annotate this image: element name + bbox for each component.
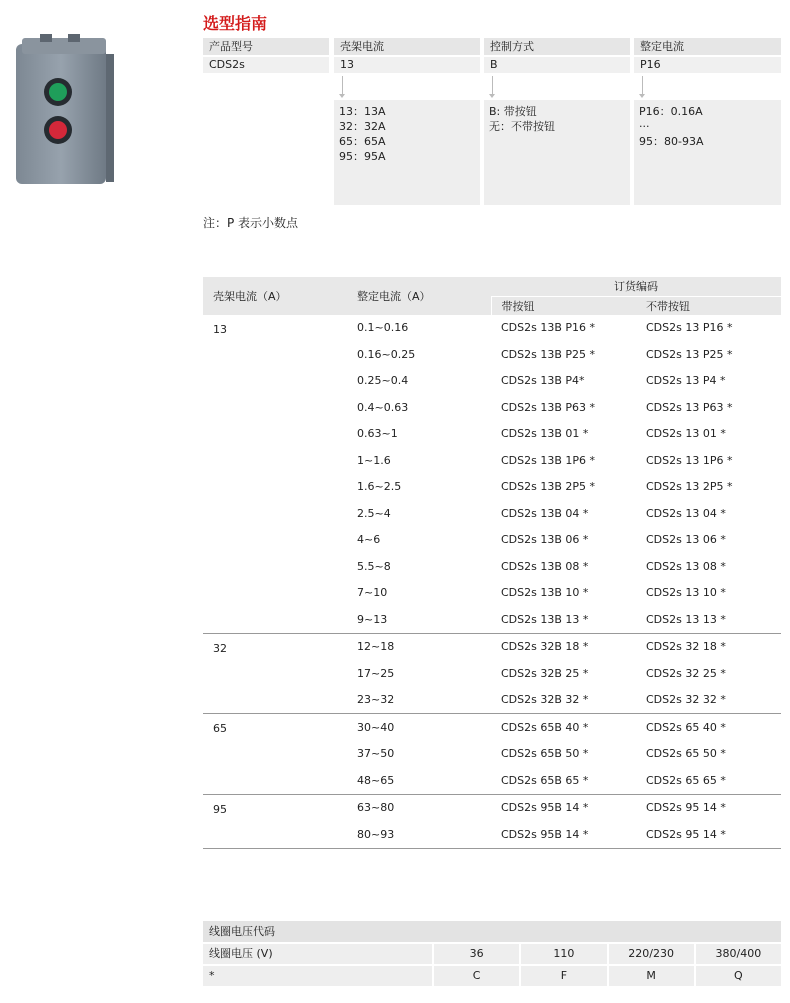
order-code-with-button: CDS2s 65B 50 * (501, 747, 589, 761)
coil-code-label: * (203, 966, 432, 986)
order-code-with-button: CDS2s 13B 10 * (501, 586, 589, 600)
order-code-with-button: CDS2s 13B 04 * (501, 506, 589, 520)
guide-value: CDS2s (203, 57, 329, 73)
order-code-without-button: CDS2s 32 32 * (636, 687, 781, 714)
frame-current-cell: 65 (203, 714, 347, 795)
order-code-without-button: CDS2s 13 2P5 * (646, 480, 733, 494)
guide-note: 注：P 表示小数点 (203, 216, 299, 230)
down-arrow-icon (342, 76, 343, 94)
order-code-with-button: CDS2s 32B 32 * (491, 687, 636, 714)
guide-header: 控制方式 (484, 38, 630, 55)
order-table-body (203, 315, 781, 849)
setting-current-cell: 23~32 (347, 687, 491, 714)
order-code-with-button: CDS2s 13B 01 * (501, 427, 589, 441)
coil-title: 线圈电压代码 (203, 921, 781, 942)
order-code-without-button: CDS2s 65 65 * (636, 767, 781, 794)
guide-header: 产品型号 (203, 38, 329, 55)
order-code-without-button: CDS2s 95 14 * (646, 801, 726, 815)
setting-current-cell: 1.6~2.5 (357, 480, 402, 494)
setting-current-cell: 4~6 (357, 533, 381, 547)
order-code-without-button: CDS2s 13 1P6 * (646, 453, 733, 467)
guide-header: 整定电流 (634, 38, 781, 55)
setting-current-cell: 1~1.6 (357, 453, 391, 467)
table-row (203, 794, 781, 821)
coil-voltage-label: 线圈电压 (V) (203, 944, 432, 964)
order-code-without-button: CDS2s 95 14 * (636, 821, 781, 848)
coil-code-value: F (521, 966, 606, 986)
setting-current-cell: 30~40 (357, 720, 395, 734)
order-code-with-button: CDS2s 65B 40 * (501, 720, 589, 734)
setting-current-cell: 9~13 (347, 606, 491, 633)
order-code-with-button: CDS2s 13B 08 * (501, 559, 589, 573)
order-code-without-button: CDS2s 13 04 * (646, 506, 726, 520)
down-arrow-icon (642, 76, 643, 94)
order-code-without-button: CDS2s 65 40 * (646, 720, 726, 734)
product-image (14, 34, 118, 186)
setting-current-cell: 5.5~8 (357, 559, 391, 573)
coil-voltage-value: 110 (521, 944, 606, 964)
setting-current-cell: 7~10 (357, 586, 388, 600)
frame-current-cell: 95 (203, 794, 347, 848)
coil-code-value: C (434, 966, 519, 986)
table-row (203, 714, 781, 741)
setting-current-cell: 0.4~0.63 (357, 400, 409, 414)
guide-value: B (484, 57, 630, 73)
guide-col-model (203, 38, 329, 73)
frame-current-cell: 13 (203, 315, 347, 634)
order-code-with-button: CDS2s 65B 65 * (491, 767, 636, 794)
setting-current-cell: 12~18 (357, 640, 395, 654)
order-table (203, 277, 781, 849)
order-code-with-button: CDS2s 13B 2P5 * (501, 480, 596, 494)
order-code-with-button: CDS2s 13B P63 * (501, 400, 596, 414)
setting-current-cell: 0.25~0.4 (357, 374, 409, 388)
setting-current-cell: 0.1~0.16 (357, 321, 409, 335)
guide-options-setting: P16：0.16A ··· 95：80-93A (634, 100, 781, 205)
guide-col-setting (634, 38, 781, 73)
setting-current-cell: 80~93 (347, 821, 491, 848)
order-code-without-button: CDS2s 13 08 * (646, 559, 726, 573)
order-code-without-button: CDS2s 13 P63 * (646, 400, 733, 414)
order-code-with-button: CDS2s 32B 18 * (501, 640, 589, 654)
frame-current-cell: 32 (203, 633, 347, 714)
order-code-with-button: CDS2s 13B P16 * (501, 321, 596, 335)
coil-voltage-value: 36 (434, 944, 519, 964)
header-setting-current: 整定电流（A） (347, 277, 491, 315)
order-code-with-button: CDS2s 13B 13 * (491, 606, 636, 633)
order-code-with-button: CDS2s 13B P25 * (501, 347, 596, 361)
setting-current-cell: 48~65 (347, 767, 491, 794)
guide-options-control: B: 带按钮 无：不带按钮 (484, 100, 630, 205)
coil-voltage-row (203, 944, 781, 964)
order-code-without-button: CDS2s 13 10 * (646, 586, 726, 600)
coil-voltage-value: 220/230 (609, 944, 694, 964)
order-code-with-button: CDS2s 95B 14 * (491, 821, 636, 848)
order-code-with-button: CDS2s 13B 06 * (501, 533, 589, 547)
setting-current-cell: 37~50 (357, 747, 395, 761)
setting-current-cell: 63~80 (357, 801, 395, 815)
coil-code-row (203, 966, 781, 986)
order-code-without-button: CDS2s 13 P4 * (646, 374, 726, 388)
table-row (203, 633, 781, 660)
guide-value: P16 (634, 57, 781, 73)
table-row (203, 315, 781, 342)
setting-current-cell: 0.63~1 (357, 427, 398, 441)
setting-current-cell: 2.5~4 (357, 506, 391, 520)
guide-col-control (484, 38, 630, 73)
header-order-code: 订货编码 (491, 277, 781, 296)
guide-options-frame: 13：13A 32：32A 65：65A 95：95A (334, 100, 480, 205)
coil-code-value: Q (696, 966, 781, 986)
order-code-with-button: CDS2s 13B 1P6 * (501, 453, 596, 467)
coil-voltage-table (203, 921, 781, 986)
coil-voltage-value: 380/400 (696, 944, 781, 964)
guide-value: 13 (334, 57, 480, 73)
order-code-with-button: CDS2s 95B 14 * (501, 801, 589, 815)
order-code-with-button: CDS2s 32B 25 * (501, 666, 589, 680)
guide-title: 选型指南 (203, 14, 268, 33)
order-code-without-button: CDS2s 13 01 * (646, 427, 726, 441)
coil-code-value: M (609, 966, 694, 986)
header-with-button: 带按钮 (491, 296, 636, 315)
order-code-without-button: CDS2s 13 P25 * (646, 347, 733, 361)
order-code-without-button: CDS2s 32 18 * (646, 640, 726, 654)
setting-current-cell: 17~25 (357, 666, 395, 680)
order-code-without-button: CDS2s 65 50 * (646, 747, 726, 761)
header-frame-current: 壳架电流（A） (203, 277, 347, 315)
order-code-without-button: CDS2s 13 P16 * (646, 321, 733, 335)
order-code-without-button: CDS2s 13 13 * (636, 606, 781, 633)
order-code-without-button: CDS2s 32 25 * (646, 666, 726, 680)
setting-current-cell: 0.16~0.25 (357, 347, 416, 361)
order-code-with-button: CDS2s 13B P4* (501, 374, 585, 388)
header-without-button: 不带按钮 (636, 296, 781, 315)
guide-header: 壳架电流 (334, 38, 480, 55)
order-code-without-button: CDS2s 13 06 * (646, 533, 726, 547)
guide-col-frame (334, 38, 480, 73)
down-arrow-icon (492, 76, 493, 94)
